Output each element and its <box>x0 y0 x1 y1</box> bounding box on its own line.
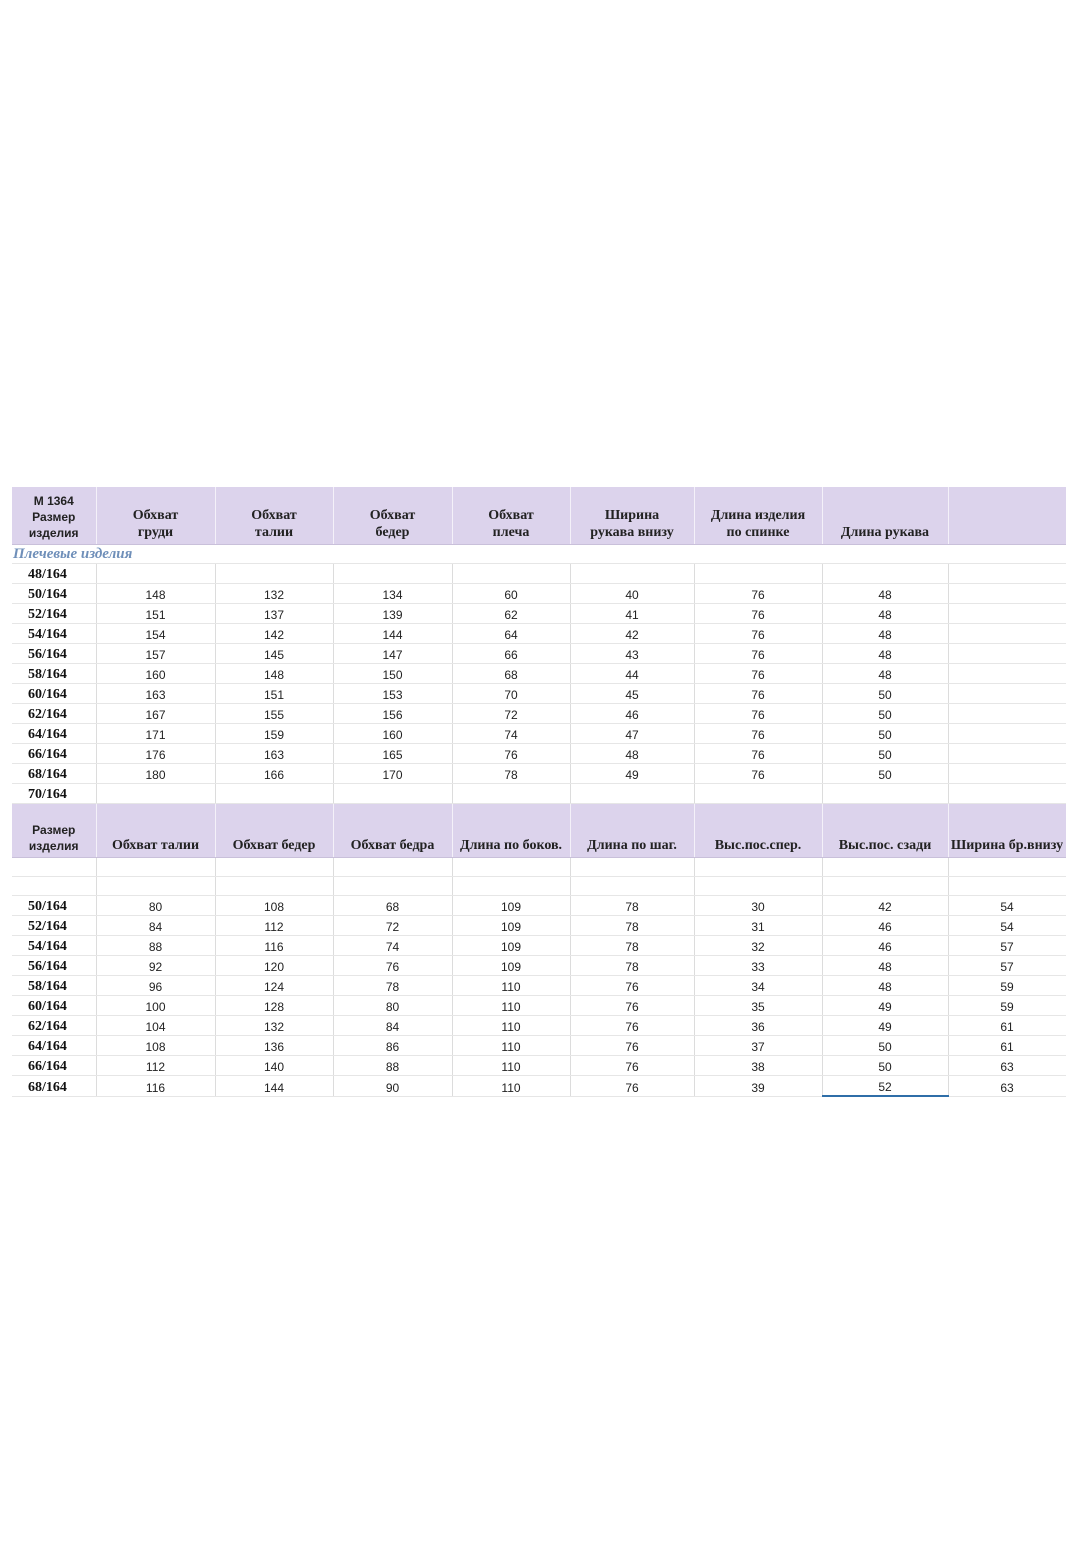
size-cell[interactable]: 54/164 <box>12 624 96 644</box>
empty-cell[interactable] <box>694 858 822 877</box>
value-cell[interactable]: 63 <box>948 1076 1066 1097</box>
value-cell[interactable] <box>694 564 822 584</box>
empty-row <box>12 858 1066 877</box>
header-line: Размер <box>32 510 76 524</box>
value-cell[interactable]: 120 <box>215 956 333 976</box>
column-header <box>452 804 570 858</box>
value-cell[interactable]: 148 <box>96 584 215 604</box>
column-header <box>215 804 333 858</box>
value-cell[interactable]: 108 <box>215 896 333 916</box>
value-cell[interactable]: 110 <box>452 1076 570 1097</box>
value-cell[interactable]: 92 <box>96 956 215 976</box>
value-cell[interactable]: 39 <box>694 1076 822 1097</box>
header-line: бедер <box>375 525 410 540</box>
value-cell[interactable]: 84 <box>96 916 215 936</box>
size-cell[interactable]: 68/164 <box>12 1076 96 1097</box>
value-cell[interactable]: 147 <box>333 644 452 664</box>
table-row <box>12 744 1066 764</box>
size-chart-sheet <box>12 487 1066 1097</box>
value-cell[interactable]: 84 <box>333 1016 452 1036</box>
value-cell[interactable] <box>948 664 1066 684</box>
value-cell[interactable]: 104 <box>96 1016 215 1036</box>
value-cell[interactable]: 49 <box>822 1016 948 1036</box>
size-cell[interactable]: 62/164 <box>12 1016 96 1036</box>
value-cell[interactable]: 100 <box>96 996 215 1016</box>
empty-cell[interactable] <box>570 877 694 896</box>
column-header <box>215 487 333 545</box>
value-cell[interactable]: 109 <box>452 936 570 956</box>
size-cell[interactable]: 66/164 <box>12 1056 96 1076</box>
value-cell[interactable]: 155 <box>215 704 333 724</box>
value-cell[interactable]: 154 <box>96 624 215 644</box>
table-row <box>12 956 1066 976</box>
size-cell[interactable]: 70/164 <box>12 784 96 804</box>
empty-cell[interactable] <box>12 858 96 877</box>
value-cell[interactable]: 30 <box>694 896 822 916</box>
value-cell[interactable]: 80 <box>333 996 452 1016</box>
value-cell[interactable]: 48 <box>822 644 948 664</box>
empty-cell[interactable] <box>96 877 215 896</box>
value-cell[interactable]: 33 <box>694 956 822 976</box>
value-cell[interactable]: 59 <box>948 976 1066 996</box>
value-cell[interactable]: 136 <box>215 1036 333 1056</box>
value-cell[interactable]: 48 <box>822 604 948 624</box>
value-cell[interactable]: 54 <box>948 916 1066 936</box>
column-header <box>822 804 948 858</box>
value-cell[interactable]: 151 <box>215 684 333 704</box>
value-cell[interactable]: 76 <box>570 1016 694 1036</box>
value-cell[interactable]: 109 <box>452 916 570 936</box>
table-row <box>12 584 1066 604</box>
header-line: Обхват <box>369 508 416 523</box>
value-cell[interactable] <box>570 784 694 804</box>
table-row <box>12 1016 1066 1036</box>
header-line: плеча <box>492 525 530 540</box>
value-cell[interactable]: 63 <box>948 1056 1066 1076</box>
size-cell[interactable]: 50/164 <box>12 584 96 604</box>
value-cell[interactable]: 144 <box>215 1076 333 1097</box>
value-cell[interactable]: 139 <box>333 604 452 624</box>
header-line: Длина рукава <box>840 525 930 540</box>
table-row <box>12 1036 1066 1056</box>
value-cell[interactable]: 70 <box>452 684 570 704</box>
value-cell[interactable]: 163 <box>215 744 333 764</box>
value-cell[interactable]: 165 <box>333 744 452 764</box>
value-cell[interactable]: 46 <box>822 916 948 936</box>
value-cell[interactable]: 110 <box>452 1056 570 1076</box>
column-header <box>694 804 822 858</box>
header-line: рукава внизу <box>590 525 674 540</box>
size-cell[interactable]: 48/164 <box>12 564 96 584</box>
table-row <box>12 664 1066 684</box>
size-cell[interactable]: 64/164 <box>12 724 96 744</box>
table-row <box>12 764 1066 784</box>
value-cell[interactable]: 132 <box>215 584 333 604</box>
size-cell[interactable]: 58/164 <box>12 664 96 684</box>
column-header <box>948 804 1066 858</box>
size-chart-table <box>12 487 1066 1097</box>
value-cell[interactable] <box>333 564 452 584</box>
value-cell[interactable]: 76 <box>694 584 822 604</box>
column-header <box>570 487 694 545</box>
value-cell[interactable]: 42 <box>822 896 948 916</box>
value-cell[interactable]: 34 <box>694 976 822 996</box>
header-line: Обхват талии <box>111 838 200 853</box>
empty-cell[interactable] <box>452 858 570 877</box>
table-row <box>12 644 1066 664</box>
value-cell[interactable]: 48 <box>570 744 694 764</box>
empty-cell[interactable] <box>948 877 1066 896</box>
header-line: Длина изделия <box>710 508 806 523</box>
table-row <box>12 916 1066 936</box>
value-cell[interactable]: 76 <box>694 704 822 724</box>
value-cell[interactable]: 66 <box>452 644 570 664</box>
value-cell[interactable] <box>948 744 1066 764</box>
header-row <box>12 804 1066 858</box>
value-cell[interactable]: 48 <box>822 976 948 996</box>
value-cell[interactable]: 78 <box>452 764 570 784</box>
column-header <box>570 804 694 858</box>
value-cell[interactable]: 76 <box>694 764 822 784</box>
value-cell[interactable]: 96 <box>96 976 215 996</box>
value-cell[interactable]: 109 <box>452 956 570 976</box>
value-cell[interactable]: 76 <box>570 1076 694 1097</box>
value-cell[interactable] <box>948 684 1066 704</box>
value-cell[interactable]: 157 <box>96 644 215 664</box>
value-cell[interactable]: 128 <box>215 996 333 1016</box>
table-row <box>12 996 1066 1016</box>
table-row <box>12 1056 1066 1076</box>
value-cell[interactable]: 50 <box>822 764 948 784</box>
value-cell[interactable]: 110 <box>452 976 570 996</box>
value-cell[interactable]: 31 <box>694 916 822 936</box>
value-cell[interactable] <box>948 564 1066 584</box>
size-cell[interactable]: 64/164 <box>12 1036 96 1056</box>
size-cell[interactable]: 54/164 <box>12 936 96 956</box>
table-row <box>12 684 1066 704</box>
value-cell[interactable] <box>948 724 1066 744</box>
value-cell[interactable]: 76 <box>694 604 822 624</box>
value-cell[interactable] <box>948 604 1066 624</box>
value-cell[interactable]: 50 <box>822 704 948 724</box>
value-cell[interactable] <box>948 644 1066 664</box>
value-cell[interactable]: 124 <box>215 976 333 996</box>
value-cell[interactable]: 116 <box>96 1076 215 1097</box>
value-cell[interactable]: 145 <box>215 644 333 664</box>
value-cell[interactable] <box>948 764 1066 784</box>
table-row <box>12 704 1066 724</box>
value-cell[interactable]: 171 <box>96 724 215 744</box>
size-cell[interactable]: 62/164 <box>12 704 96 724</box>
header-line: Размер <box>32 823 76 837</box>
table-row <box>12 896 1066 916</box>
value-cell[interactable]: 132 <box>215 1016 333 1036</box>
value-cell[interactable] <box>822 564 948 584</box>
table-row <box>12 784 1066 804</box>
header-row <box>12 487 1066 545</box>
value-cell[interactable]: 76 <box>694 744 822 764</box>
value-cell[interactable] <box>96 564 215 584</box>
empty-cell[interactable] <box>822 877 948 896</box>
header-line: Обхват <box>488 508 534 523</box>
header-line: Длина по шаг. <box>587 838 677 853</box>
value-cell[interactable]: 76 <box>452 744 570 764</box>
value-cell[interactable]: 46 <box>822 936 948 956</box>
empty-cell[interactable] <box>215 877 333 896</box>
size-column-header <box>12 487 96 545</box>
value-cell[interactable]: 44 <box>570 664 694 684</box>
value-cell[interactable]: 48 <box>822 956 948 976</box>
value-cell[interactable]: 61 <box>948 1016 1066 1036</box>
value-cell[interactable]: 90 <box>333 1076 452 1097</box>
value-cell[interactable]: 76 <box>694 684 822 704</box>
value-cell[interactable]: 170 <box>333 764 452 784</box>
value-cell[interactable]: 76 <box>694 644 822 664</box>
column-header <box>452 487 570 545</box>
empty-cell[interactable] <box>12 877 96 896</box>
value-cell[interactable]: 45 <box>570 684 694 704</box>
size-cell[interactable]: 52/164 <box>12 604 96 624</box>
table-row <box>12 1076 1066 1097</box>
section-title: Плечевые изделия <box>12 545 1066 564</box>
value-cell[interactable]: 156 <box>333 704 452 724</box>
table-row <box>12 624 1066 644</box>
value-cell[interactable]: 148 <box>215 664 333 684</box>
value-cell[interactable]: 80 <box>96 896 215 916</box>
size-cell[interactable]: 60/164 <box>12 996 96 1016</box>
value-cell[interactable]: 78 <box>570 956 694 976</box>
header-line: Длина по боков. <box>459 838 563 853</box>
value-cell[interactable]: 78 <box>570 916 694 936</box>
empty-cell[interactable] <box>694 877 822 896</box>
value-cell[interactable]: 62 <box>452 604 570 624</box>
empty-cell[interactable] <box>215 858 333 877</box>
size-cell[interactable]: 60/164 <box>12 684 96 704</box>
value-cell[interactable]: 38 <box>694 1056 822 1076</box>
value-cell[interactable]: 48 <box>822 624 948 644</box>
value-cell[interactable] <box>948 584 1066 604</box>
value-cell[interactable]: 153 <box>333 684 452 704</box>
header-line: изделия <box>28 839 79 853</box>
table-row <box>12 724 1066 744</box>
value-cell[interactable]: 50 <box>822 724 948 744</box>
value-cell[interactable]: 86 <box>333 1036 452 1056</box>
empty-cell[interactable] <box>570 858 694 877</box>
table-row <box>12 936 1066 956</box>
value-cell[interactable]: 49 <box>822 996 948 1016</box>
table-row <box>12 604 1066 624</box>
size-cell[interactable]: 56/164 <box>12 956 96 976</box>
empty-row <box>12 877 1066 896</box>
value-cell[interactable]: 52 <box>822 1076 948 1097</box>
value-cell[interactable]: 76 <box>570 976 694 996</box>
header-line: Выс.пос.спер. <box>714 838 802 853</box>
value-cell[interactable]: 72 <box>333 916 452 936</box>
value-cell[interactable]: 78 <box>333 976 452 996</box>
value-cell[interactable]: 40 <box>570 584 694 604</box>
value-cell[interactable]: 159 <box>215 724 333 744</box>
value-cell[interactable]: 76 <box>694 664 822 684</box>
value-cell[interactable]: 160 <box>333 724 452 744</box>
value-cell[interactable]: 110 <box>452 1016 570 1036</box>
value-cell[interactable]: 37 <box>694 1036 822 1056</box>
value-cell[interactable]: 59 <box>948 996 1066 1016</box>
value-cell[interactable]: 57 <box>948 936 1066 956</box>
value-cell[interactable]: 32 <box>694 936 822 956</box>
value-cell[interactable]: 110 <box>452 996 570 1016</box>
value-cell[interactable] <box>822 784 948 804</box>
value-cell[interactable]: 57 <box>948 956 1066 976</box>
value-cell[interactable]: 48 <box>822 664 948 684</box>
header-line: Выс.пос. сзади <box>838 838 932 853</box>
value-cell[interactable]: 109 <box>452 896 570 916</box>
value-cell[interactable]: 68 <box>452 664 570 684</box>
value-cell[interactable]: 160 <box>96 664 215 684</box>
value-cell[interactable]: 35 <box>694 996 822 1016</box>
value-cell[interactable] <box>570 564 694 584</box>
value-cell[interactable]: 110 <box>452 1036 570 1056</box>
value-cell[interactable]: 60 <box>452 584 570 604</box>
value-cell[interactable]: 112 <box>96 1056 215 1076</box>
value-cell[interactable]: 78 <box>570 936 694 956</box>
value-cell[interactable]: 150 <box>333 664 452 684</box>
value-cell[interactable]: 43 <box>570 644 694 664</box>
value-cell[interactable]: 137 <box>215 604 333 624</box>
value-cell[interactable] <box>452 784 570 804</box>
value-cell[interactable] <box>333 784 452 804</box>
value-cell[interactable]: 50 <box>822 1036 948 1056</box>
size-cell[interactable]: 66/164 <box>12 744 96 764</box>
size-cell[interactable]: 52/164 <box>12 916 96 936</box>
value-cell[interactable]: 72 <box>452 704 570 724</box>
value-cell[interactable]: 76 <box>570 1056 694 1076</box>
empty-cell[interactable] <box>948 858 1066 877</box>
empty-cell[interactable] <box>333 877 452 896</box>
section-row <box>12 545 1066 564</box>
value-cell[interactable]: 76 <box>694 624 822 644</box>
header-line: Обхват <box>251 508 297 523</box>
value-cell[interactable]: 144 <box>333 624 452 644</box>
column-header <box>948 487 1066 545</box>
empty-cell[interactable] <box>333 858 452 877</box>
header-line: Ширина бр.внизу <box>950 838 1064 853</box>
value-cell[interactable]: 78 <box>570 896 694 916</box>
size-cell[interactable]: 50/164 <box>12 896 96 916</box>
value-cell[interactable]: 151 <box>96 604 215 624</box>
value-cell[interactable]: 50 <box>822 684 948 704</box>
value-cell[interactable]: 47 <box>570 724 694 744</box>
size-column-header <box>12 804 96 858</box>
empty-cell[interactable] <box>452 877 570 896</box>
value-cell[interactable]: 61 <box>948 1036 1066 1056</box>
value-cell[interactable]: 134 <box>333 584 452 604</box>
column-header <box>694 487 822 545</box>
column-header <box>822 487 948 545</box>
size-cell[interactable]: 58/164 <box>12 976 96 996</box>
column-header <box>96 487 215 545</box>
table-row <box>12 564 1066 584</box>
value-cell[interactable] <box>452 564 570 584</box>
value-cell[interactable]: 116 <box>215 936 333 956</box>
header-line: груди <box>137 525 174 540</box>
column-header <box>333 487 452 545</box>
value-cell[interactable]: 142 <box>215 624 333 644</box>
value-cell[interactable]: 180 <box>96 764 215 784</box>
value-cell[interactable]: 50 <box>822 744 948 764</box>
value-cell[interactable] <box>215 564 333 584</box>
value-cell[interactable]: 76 <box>333 956 452 976</box>
value-cell[interactable]: 50 <box>822 1056 948 1076</box>
value-cell[interactable]: 64 <box>452 624 570 644</box>
size-cell[interactable]: 68/164 <box>12 764 96 784</box>
value-cell[interactable]: 42 <box>570 624 694 644</box>
value-cell[interactable]: 36 <box>694 1016 822 1036</box>
value-cell[interactable]: 167 <box>96 704 215 724</box>
column-header <box>333 804 452 858</box>
value-cell[interactable] <box>948 704 1066 724</box>
value-cell[interactable]: 76 <box>570 996 694 1016</box>
value-cell[interactable]: 108 <box>96 1036 215 1056</box>
header-line: изделия <box>28 526 79 540</box>
value-cell[interactable] <box>96 784 215 804</box>
column-header <box>96 804 215 858</box>
header-line: М 1364 <box>33 494 74 508</box>
value-cell[interactable]: 112 <box>215 916 333 936</box>
value-cell[interactable]: 46 <box>570 704 694 724</box>
value-cell[interactable] <box>694 784 822 804</box>
header-line: Обхват бедра <box>350 838 435 853</box>
value-cell[interactable]: 88 <box>96 936 215 956</box>
header-line: Ширина <box>604 508 660 523</box>
value-cell[interactable]: 48 <box>822 584 948 604</box>
value-cell[interactable]: 49 <box>570 764 694 784</box>
value-cell[interactable]: 166 <box>215 764 333 784</box>
header-line: по спинке <box>726 525 790 540</box>
header-line: Обхват <box>132 508 179 523</box>
value-cell[interactable]: 140 <box>215 1056 333 1076</box>
header-line: Обхват бедер <box>232 838 316 853</box>
empty-cell[interactable] <box>822 858 948 877</box>
value-cell[interactable]: 163 <box>96 684 215 704</box>
value-cell[interactable]: 41 <box>570 604 694 624</box>
value-cell[interactable] <box>948 624 1066 644</box>
table-row <box>12 976 1066 996</box>
value-cell[interactable]: 54 <box>948 896 1066 916</box>
value-cell[interactable]: 88 <box>333 1056 452 1076</box>
value-cell[interactable]: 76 <box>694 724 822 744</box>
value-cell[interactable]: 176 <box>96 744 215 764</box>
value-cell[interactable]: 68 <box>333 896 452 916</box>
value-cell[interactable]: 74 <box>333 936 452 956</box>
value-cell[interactable]: 74 <box>452 724 570 744</box>
empty-cell[interactable] <box>96 858 215 877</box>
value-cell[interactable] <box>948 784 1066 804</box>
size-cell[interactable]: 56/164 <box>12 644 96 664</box>
value-cell[interactable] <box>215 784 333 804</box>
header-line: талии <box>254 525 294 540</box>
value-cell[interactable]: 76 <box>570 1036 694 1056</box>
